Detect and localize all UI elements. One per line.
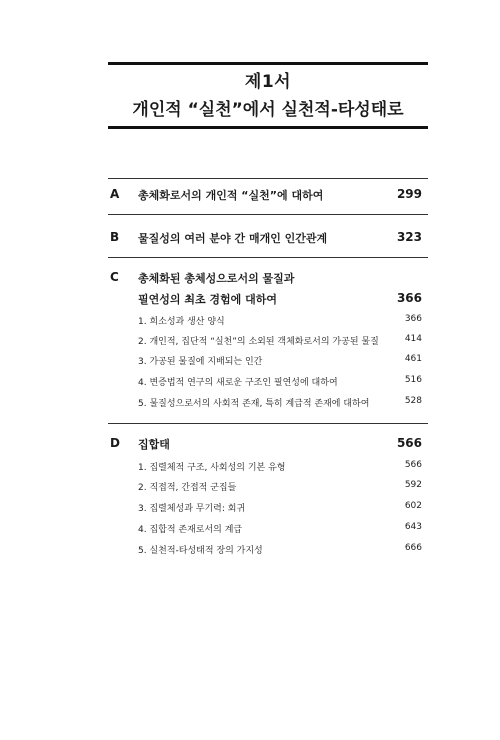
section-letter: B bbox=[110, 230, 120, 244]
subentry-title: 2. 개인적, 집단적 “실천”의 소외된 객체화로서의 가공된 물질 bbox=[138, 337, 379, 347]
subentry-title: 5. 물질성으로서의 사회적 존재, 특히 계급적 존재에 대하여 bbox=[138, 399, 370, 409]
section-page: 366 bbox=[396, 291, 422, 305]
subentry-title: 1. 집렬체적 구조, 사회성의 기본 유형 bbox=[138, 463, 286, 473]
toc-entry-d[interactable] bbox=[108, 436, 428, 454]
subentry-page: 643 bbox=[404, 522, 422, 532]
toc-entry-a[interactable] bbox=[108, 187, 428, 205]
section-page: 323 bbox=[396, 230, 422, 244]
toc-subentry[interactable] bbox=[138, 334, 422, 348]
subentry-title: 2. 직접적, 간접적 군집들 bbox=[138, 483, 237, 493]
top-rule bbox=[108, 62, 428, 65]
toc-entry-c[interactable] bbox=[108, 270, 428, 288]
toc-subentry[interactable] bbox=[138, 396, 422, 410]
subentry-page: 414 bbox=[404, 334, 422, 344]
subentry-title: 3. 가공된 물질에 지배되는 인간 bbox=[138, 357, 263, 367]
book-number: 제1서 bbox=[244, 72, 292, 92]
section-letter: A bbox=[110, 187, 120, 201]
toc-entry-b[interactable] bbox=[108, 230, 428, 248]
subentry-page: 666 bbox=[404, 543, 422, 553]
subentry-page: 366 bbox=[404, 314, 422, 324]
subentry-page: 602 bbox=[404, 501, 422, 511]
subentry-title: 5. 실천적-타성태적 장의 가지성 bbox=[138, 546, 263, 556]
subentry-page: 516 bbox=[404, 375, 422, 385]
subentry-title: 4. 변증법적 연구의 새로운 구조인 필연성에 대하여 bbox=[138, 378, 338, 388]
toc-subentry[interactable] bbox=[138, 522, 422, 536]
divider-b bbox=[108, 257, 428, 258]
subentry-page: 461 bbox=[404, 354, 422, 364]
section-title: 총체화된 총체성으로서의 물질과 bbox=[138, 272, 295, 285]
subentry-page: 528 bbox=[404, 396, 422, 406]
subentry-title: 3. 집렬체성과 무기력: 회귀 bbox=[138, 504, 246, 514]
section-letter: C bbox=[110, 270, 119, 284]
subentry-page: 566 bbox=[404, 460, 422, 470]
section-title: 필연성의 최초 경험에 대하여 bbox=[138, 293, 277, 306]
section-title: 집합태 bbox=[138, 438, 170, 451]
toc-subentry[interactable] bbox=[138, 501, 422, 515]
section-title: 물질성의 여러 분야 간 매개인 인간관계 bbox=[138, 232, 328, 245]
toc-subentry[interactable] bbox=[138, 354, 422, 368]
toc-subentry[interactable] bbox=[138, 543, 422, 557]
toc-entry-c-line2[interactable] bbox=[108, 291, 428, 309]
toc-subentry[interactable] bbox=[138, 460, 422, 474]
section-letter: D bbox=[110, 436, 120, 450]
section-page: 299 bbox=[396, 187, 422, 201]
subentry-title: 1. 희소성과 생산 양식 bbox=[138, 317, 225, 327]
toc-subentry[interactable] bbox=[138, 480, 422, 494]
subentry-title: 4. 집합적 존재로서의 계급 bbox=[138, 525, 243, 535]
divider-c bbox=[108, 423, 428, 424]
divider-a bbox=[108, 214, 428, 215]
section-page: 566 bbox=[396, 436, 422, 450]
toc-subentry[interactable] bbox=[138, 375, 422, 389]
divider-top bbox=[108, 178, 428, 179]
book-title: 개인적 “실천”에서 실천적-타성태로 bbox=[132, 100, 404, 120]
subentry-page: 592 bbox=[404, 480, 422, 490]
section-title: 총체화로서의 개인적 “실천”에 대하여 bbox=[138, 189, 324, 202]
toc-subentry[interactable] bbox=[138, 314, 422, 328]
title-rule bbox=[108, 126, 428, 129]
